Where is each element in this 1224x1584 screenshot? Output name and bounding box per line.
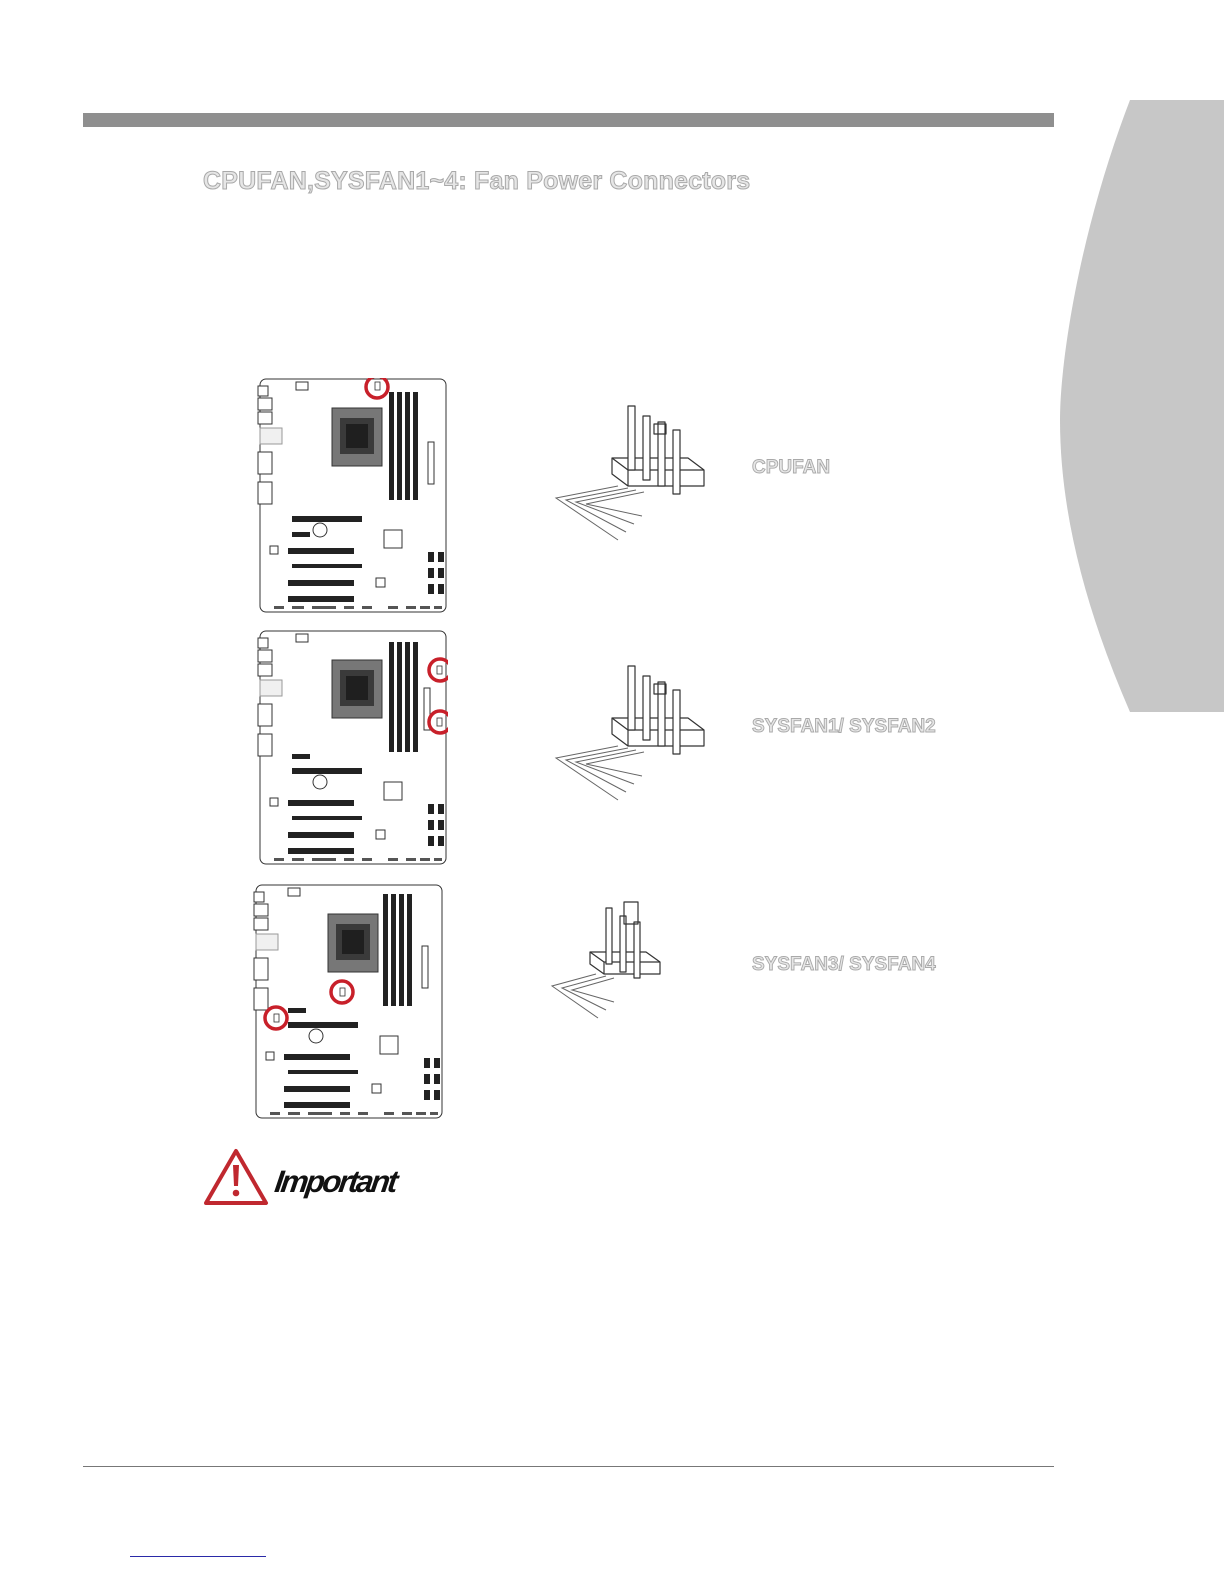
cpufan-label: CPUFAN <box>752 457 831 478</box>
sysfan1-sysfan2-connector-diagram <box>548 660 708 805</box>
header-bar <box>83 113 1054 127</box>
important-heading: Important <box>272 1164 398 1199</box>
important-notice <box>203 1148 423 1208</box>
warning-icon <box>203 1148 269 1206</box>
sysfan3-sysfan4-label: SYSFAN3/ SYSFAN4 <box>752 954 936 975</box>
motherboard-diagram-sysfan1-sysfan2 <box>256 630 448 866</box>
motherboard-diagram-sysfan3-sysfan4 <box>252 884 444 1120</box>
motherboard-diagram-cpufan <box>256 378 448 614</box>
sysfan1-sysfan2-label: SYSFAN1/ SYSFAN2 <box>752 716 936 737</box>
footer-rule <box>83 1466 1054 1467</box>
footer-link-underline <box>130 1556 266 1557</box>
sysfan3-sysfan4-connector-diagram <box>548 900 668 1020</box>
section-title: CPUFAN,SYSFAN1~4: Fan Power Connectors <box>203 167 751 195</box>
chapter-side-tab <box>1060 100 1224 712</box>
cpufan-connector-diagram <box>548 400 708 545</box>
